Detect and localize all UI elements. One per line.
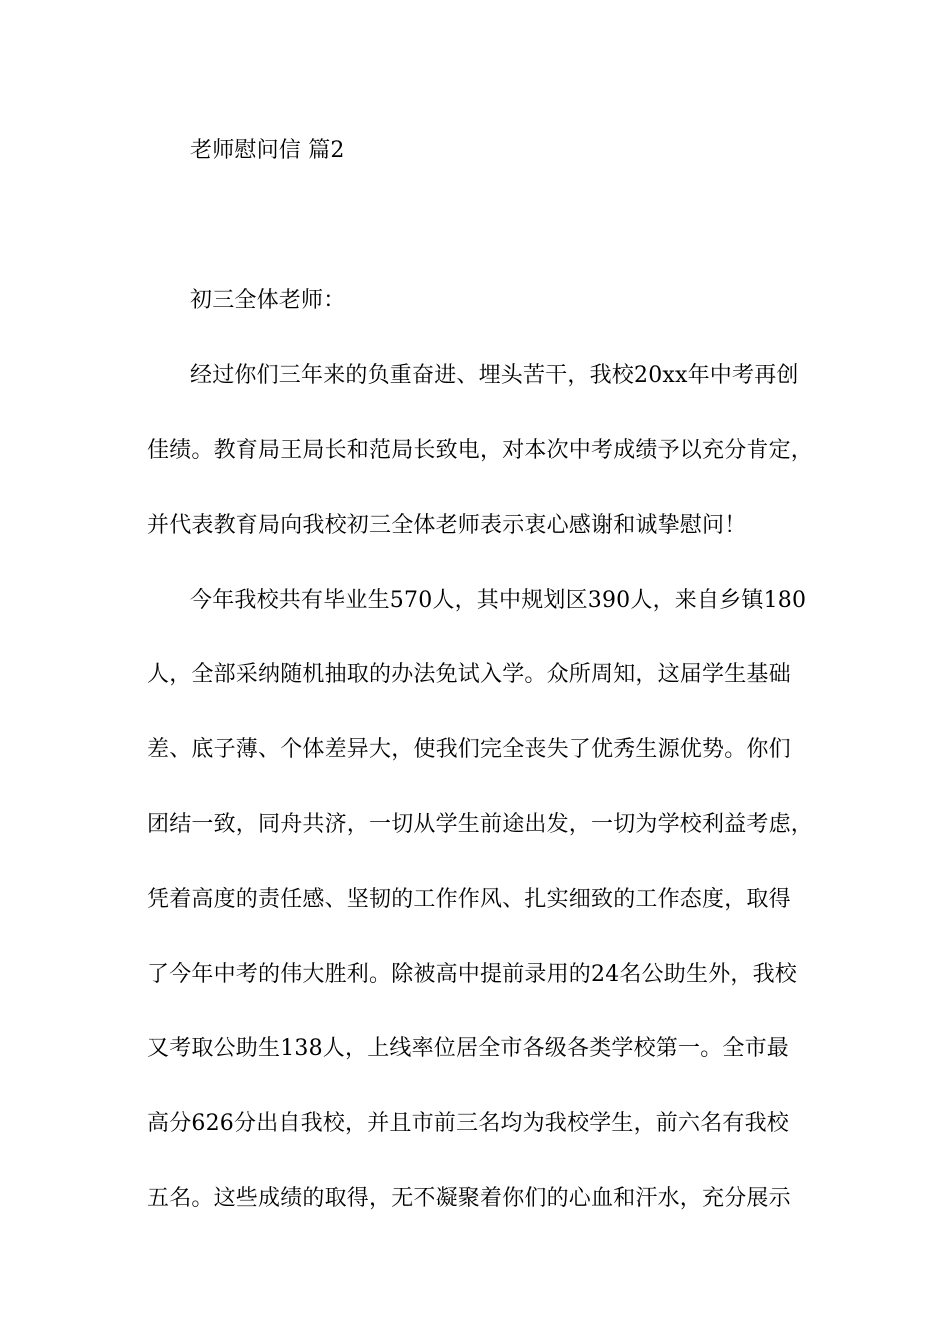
paragraph-line: 凭着高度的责任感、坚韧的工作作风、扎实细致的工作态度，取得 <box>147 887 791 912</box>
paragraph-line: 差、底子薄、个体差异大，使我们完全丧失了优秀生源优势。你们 <box>147 737 791 762</box>
paragraph-line: 了今年中考的伟大胜利。除被高中提前录用的24名公助生外，我校 <box>147 962 797 987</box>
paragraph-line: 并代表教育局向我校初三全体老师表示衷心感谢和诚挚慰问！ <box>147 513 747 538</box>
paragraph-line: 经过你们三年来的负重奋进、埋头苦干，我校20xx年中考再创 <box>190 363 799 388</box>
paragraph-line: 人，全部采纳随机抽取的办法免试入学。众所周知，这届学生基础 <box>147 662 791 687</box>
paragraph-line: 佳绩。教育局王局长和范局长致电，对本次中考成绩予以充分肯定， <box>147 438 814 463</box>
salutation: 初三全体老师： <box>190 288 346 313</box>
paragraph-line: 五名。这些成绩的取得，无不凝聚着你们的心血和汗水，充分展示 <box>147 1186 791 1211</box>
paragraph-line: 又考取公助生138人，上线率位居全市各级各类学校第一。全市最 <box>147 1036 789 1061</box>
paragraph-line: 团结一致，同舟共济，一切从学生前途出发，一切为学校利益考虑， <box>147 812 814 837</box>
document-title: 老师慰问信 篇2 <box>190 138 345 163</box>
paragraph-line: 今年我校共有毕业生570人，其中规划区390人，来自乡镇180 <box>190 588 807 613</box>
paragraph-line: 高分626分出自我校，并且市前三名均为我校学生，前六名有我校 <box>147 1111 789 1136</box>
